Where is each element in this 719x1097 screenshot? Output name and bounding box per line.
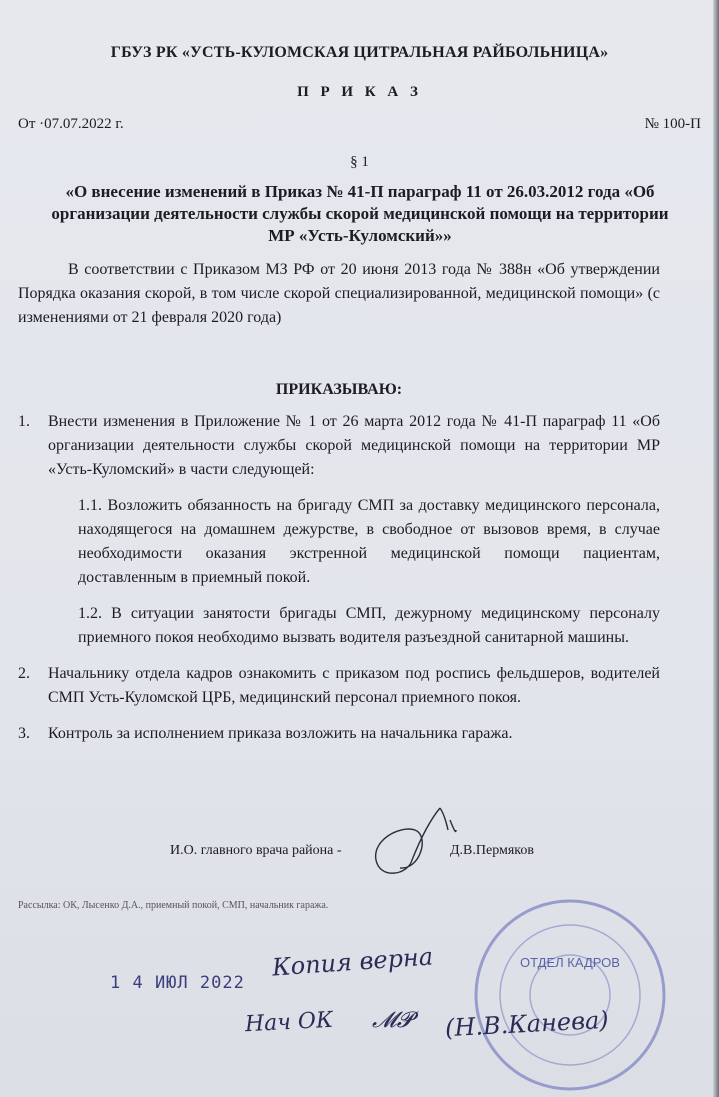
date-stamp: 1 4 ИЮЛ 2022 xyxy=(110,973,245,993)
list-text: Контроль за исполнением приказа возложить на начальника гаража. xyxy=(48,725,513,742)
list-item-2 xyxy=(18,662,660,710)
list-number: 1. xyxy=(18,413,30,430)
list-item-1 xyxy=(18,410,660,482)
order-date: От ·07.07.2022 г. xyxy=(18,116,124,132)
list-text: Внести изменения в Приложение № 1 от 26 марта 2012 года № 41-П параграф 11 «Об организации деятельности службы скорой медицинской помощи на территории МР «Усть-Куломский» в части следующей: xyxy=(48,413,660,478)
mailing-list: Рассылка: ОК, Лысенко Д.А., приемный покой, СМП, начальник гаража. xyxy=(18,900,329,911)
subitem-1-1: 1.1. Возложить обязанность на бригаду СМП за доставку медицинского персонала, находящегося на домашнем дежурстве, в свободное от вызовов время, в случае необходимости оказания экстренной медицинской помощи пациентам, доставленным в приемный покой. xyxy=(78,497,660,586)
signature-scribble xyxy=(370,800,470,880)
intro-paragraph: В соответствии с Приказом МЗ РФ от 20 июня 2013 года № 388н «Об утверждении Порядка оказания скорой, в том числе скорой специализированной, медицинской помощи» (с изменениями от 21 февраля 2020 года) xyxy=(18,261,660,326)
signatory-position: И.О. главного врача района - xyxy=(170,843,342,858)
order-number: № 100-П xyxy=(644,116,701,132)
handwritten-initials-signature: 𝓜𝓟 xyxy=(372,1008,413,1033)
handwritten-name: (Н.В.Канева) xyxy=(444,1005,610,1043)
list-text: Начальнику отдела кадров ознакомить с приказом под роспись фельдшеров, водителей СМП Усть-Куломской ЦРБ, медицинский персонал приемного покоя. xyxy=(48,665,660,706)
list-number: 3. xyxy=(18,725,30,742)
signatory-name: Д.В.Пермяков xyxy=(450,843,534,858)
round-stamp xyxy=(470,895,670,1095)
paragraph-mark: § 1 xyxy=(350,154,369,170)
order-body xyxy=(18,258,660,758)
order-title: «О внесение изменений в Приказ № 41-П параграф 11 от 26.03.2012 года «Об организации деятельности службы скорой медицинской помощи на территории МР «Усть-Куломский»» xyxy=(51,182,669,245)
list-item-3 xyxy=(18,722,660,746)
stamp-text: ОТДЕЛ КАДРОВ xyxy=(520,955,620,970)
list-number: 2. xyxy=(18,665,30,682)
document-type: П Р И К А З xyxy=(297,84,422,100)
handwritten-certification: Копия верна xyxy=(271,942,434,982)
handwritten-position: Нач ОК xyxy=(244,1007,334,1038)
order-heading: ПРИКАЗЫВАЮ: xyxy=(275,381,403,398)
subitem-1-2: 1.2. В ситуации занятости бригады СМП, дежурному медицинскому персоналу приемного покоя необходимо вызвать водителя разъездной санитарной машины. xyxy=(78,605,660,646)
organization-header: ГБУЗ РК «УСТЬ-КУЛОМСКАЯ ЦИТРАЛЬНАЯ РАЙБОЛЬНИЦА» xyxy=(110,44,609,61)
